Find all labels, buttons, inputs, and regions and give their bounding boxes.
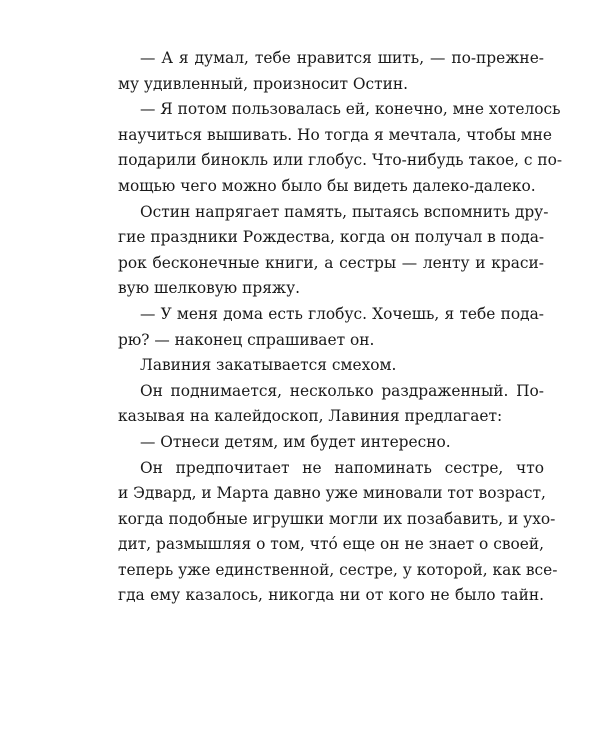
text-line: дит, размышляя о том, чтó еще он не знает о своей, bbox=[118, 535, 545, 554]
text-line: мощью чего можно было бы видеть далеко-далеко. bbox=[118, 176, 536, 195]
text-line: рю? — наконец спрашивает он. bbox=[118, 330, 375, 349]
text-line: теперь уже единственной, сестре, у которой, как все- bbox=[118, 560, 558, 579]
text-line: Он предпочитает не напоминать сестре, что bbox=[140, 458, 544, 477]
text-line: гда ему казалось, никогда ни от кого не было тайн. bbox=[118, 586, 544, 605]
text-line: — А я думал, тебе нравится шить, — по-прежне- bbox=[140, 49, 544, 67]
text-line: рок бесконечные книги, а сестры — ленту и краси- bbox=[118, 253, 544, 272]
text-line: вую шелковую пряжу. bbox=[118, 279, 301, 298]
text-line: научиться вышивать. Но тогда я мечтала, чтобы мне bbox=[118, 125, 552, 144]
text-line: подарили бинокль или глобус. Что-нибудь такое, с по- bbox=[118, 151, 563, 170]
text-line: когда подобные игрушки могли их позабавить, и ухо- bbox=[118, 509, 556, 528]
text-line: и Эдвард, и Марта давно уже миновали тот возраст, bbox=[118, 484, 546, 503]
text-line: — Отнеси детям, им будет интересно. bbox=[140, 432, 451, 451]
text-line: му удивленный, произносит Остин. bbox=[118, 74, 409, 93]
text-line: — У меня дома есть глобус. Хочешь, я тебе пода- bbox=[140, 304, 544, 323]
text-line: казывая на калейдоскоп, Лавиния предлагает: bbox=[118, 407, 503, 426]
text-line: Он поднимается, несколько раздраженный. По- bbox=[140, 381, 544, 400]
text-line: — Я потом пользовалась ей, конечно, мне хотелось bbox=[140, 100, 561, 119]
text-line: Лавиния закатывается смехом. bbox=[140, 356, 397, 375]
text-line: Остин напрягает память, пытаясь вспомнить дру- bbox=[140, 202, 549, 221]
text-line: гие праздники Рождества, когда он получал в пода- bbox=[118, 228, 545, 247]
body-text bbox=[118, 46, 563, 609]
